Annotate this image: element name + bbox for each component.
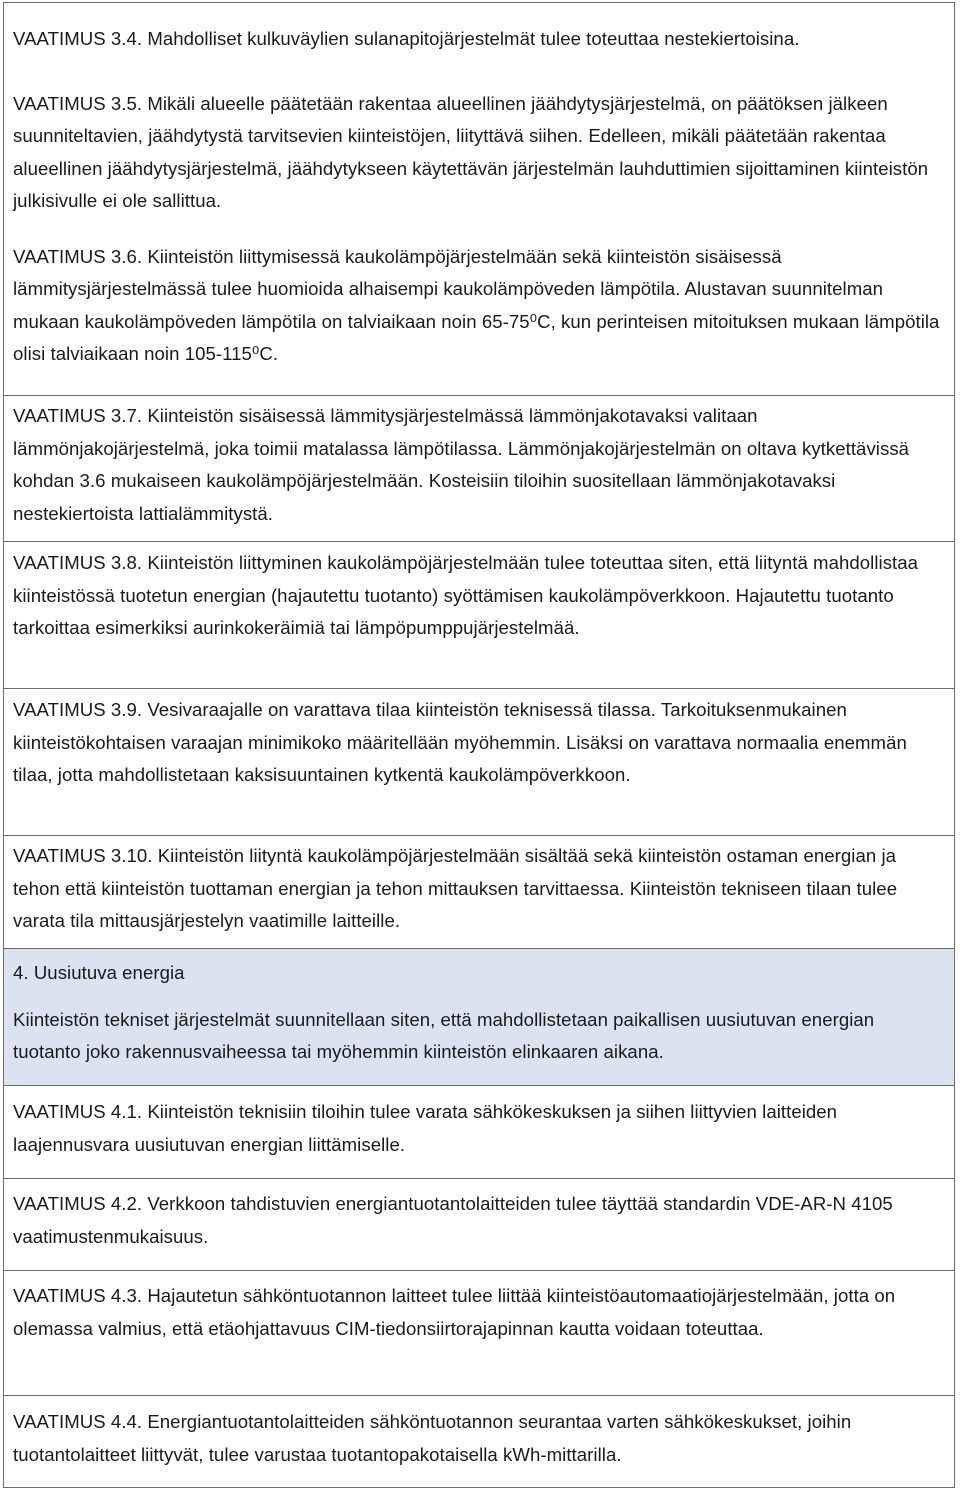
requirement-3-4: VAATIMUS 3.4. Mahdolliset kulkuväylien sulanapitojärjestelmät tulee toteuttaa nestekiertoisina. xyxy=(13,28,800,49)
requirement-3-9: VAATIMUS 3.9. Vesivaraajalle on varattava tilaa kiinteistön teknisessä tilassa. Tarkoituksenmukainen kiinteistökohtaisen varaajan minimikoko määritellään myöhemmin. Lisäksi on varattava normaalia enemmän tilaa, jotta mahdollistetaan kaksisuuntainen kytkentä kaukolämpöverkkoon. xyxy=(13,699,907,785)
section-4-title: 4. Uusiutuva energia xyxy=(13,962,185,983)
table-row xyxy=(4,541,954,688)
requirements-table xyxy=(3,2,955,1488)
section-4-header-row xyxy=(4,948,954,1085)
table-row xyxy=(4,1085,954,1178)
table-row xyxy=(4,3,954,395)
requirement-4-4: VAATIMUS 4.4. Energiantuotantolaitteiden sähköntuotannon seurantaa varten sähkökeskukset, joihin tuotantolaitteet liittyvät, tulee varustaa tuotantopakotaisella kWh-mittarilla. xyxy=(13,1411,852,1465)
requirement-3-10: VAATIMUS 3.10. Kiinteistön liityntä kaukolämpöjärjestelmään sisältää sekä kiinteistön ostaman energian ja tehon että kiinteistön tuottaman energian ja tehon mittauksen tarvittaessa. Kiinteistön tekniseen tilaan tulee varata tila mittausjärjestelyn vaatimille laitteille. xyxy=(13,845,898,931)
requirement-4-1: VAATIMUS 4.1. Kiinteistön teknisiin tiloihin tulee varata sähkökeskuksen ja siihen liittyvien laitteiden laajennusvara uusiutuvan energian liittämiselle. xyxy=(13,1101,838,1155)
requirement-3-7: VAATIMUS 3.7. Kiinteistön sisäisessä lämmitysjärjestelmässä lämmönjakotavaksi valitaan lämmönjakojärjestelmä, joka toimii matalassa lämpötilassa. Lämmönjakojärjestelmän on oltava kytkettävissä kohdan 3.6 mukaiseen kaukolämpöjärjestelmään. Kosteisiin tiloihin suositellaan lämmönjakotavaksi nestekiertoista lattialämmitystä. xyxy=(13,405,910,524)
requirement-4-2: VAATIMUS 4.2. Verkkoon tahdistuvien energiantuotantolaitteiden tulee täyttää standardin VDE-AR-N 4105 vaatimustenmukaisuus. xyxy=(13,1193,893,1247)
table-row xyxy=(4,1270,954,1395)
table-row xyxy=(4,835,954,948)
table-row xyxy=(4,395,954,541)
requirement-3-5: VAATIMUS 3.5. Mikäli alueelle päätetään rakentaa alueellinen jäähdytysjärjestelmä, on päätöksen jälkeen suunniteltavien, jäähdytystä tarvitsevien kiinteistöjen, liityttävä siihen. Edelleen, mikäli päätetään rakentaa alueellinen jäähdytysjärjestelmä, jäähdytykseen käytettävän järjestelmän lauhduttimien sijoittaminen kiinteistön julkisivulle ei ole sallittua. xyxy=(13,92,929,211)
requirement-4-3: VAATIMUS 4.3. Hajautetun sähköntuotannon laitteet tulee liittää kiinteistöautomaatiojärjestelmään, jotta on olemassa valmius, että etäohjattavuus CIM-tiedonsiirtorajapinnan kautta voidaan toteuttaa. xyxy=(13,1285,896,1339)
requirement-3-6: VAATIMUS 3.6. Kiinteistön liittymisessä kaukolämpöjärjestelmään sekä kiinteistön sisäisessä lämmitysjärjestelmässä tulee huomioida alhaisempi kaukolämpöveden lämpötila. Alustavan suunnitelman mukaan kaukolämpöveden lämpötila on talviaikaan noin 65-75⁰C, kun perinteisen mitoituksen mukaan lämpötila olisi talviaikaan noin 105-115⁰C. xyxy=(13,245,940,364)
table-row xyxy=(4,1395,954,1487)
section-4-intro: Kiinteistön tekniset järjestelmät suunnitellaan siten, että mahdollistetaan paikallisen uusiutuvan energian tuotanto joko rakennusvaiheessa tai myöhemmin kiinteistön elinkaaren aikana. xyxy=(13,1008,875,1062)
requirement-3-8: VAATIMUS 3.8. Kiinteistön liittyminen kaukolämpöjärjestelmään tulee toteuttaa siten, että liityntä mahdollistaa kiinteistössä tuotetun energian (hajautettu tuotanto) syöttämisen kaukolämpöverkkoon. Hajautettu tuotanto tarkoittaa esimerkiksi aurinkokeräimiä tai lämpöpumppujärjestelmää. xyxy=(13,552,919,638)
table-row xyxy=(4,1178,954,1270)
table-row xyxy=(4,688,954,835)
